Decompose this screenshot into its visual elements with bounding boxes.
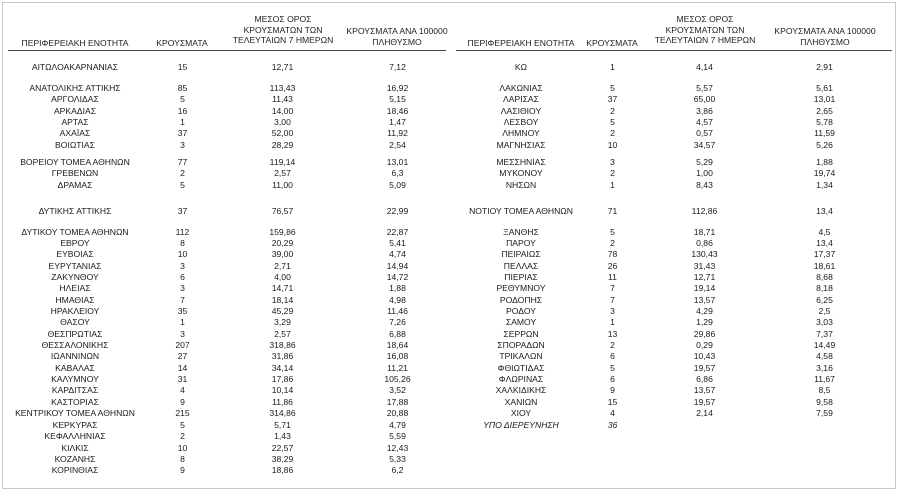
region-name: ΗΛΕΙΑΣ (59, 283, 91, 293)
avg-7day-value: 12,71 (271, 62, 294, 72)
cases-value: 2 (610, 340, 615, 350)
region-name: ΧΑΝΙΩΝ (504, 397, 538, 407)
table-row (0, 329, 900, 340)
cases-value: 207 (175, 340, 190, 350)
region-name: ΦΘΙΩΤΙΔΑΣ (497, 363, 545, 373)
avg-7day-value: 39,00 (271, 249, 294, 259)
avg-7day-value: 8,43 (696, 180, 713, 190)
table-row (0, 351, 900, 362)
region-name: ΠΕΛΛΑΣ (503, 261, 539, 271)
cases-value: 112 (175, 227, 190, 237)
header-rule-right (456, 50, 892, 51)
table-row (0, 340, 900, 351)
per100k-value: 3,03 (816, 317, 833, 327)
avg-7day-value: 14,71 (271, 283, 294, 293)
cases-value: 35 (177, 306, 188, 316)
avg-7day-value: 2,57 (274, 329, 291, 339)
region-name: ΜΕΣΣΗΝΙΑΣ (496, 157, 546, 167)
cases-value: 2 (180, 168, 185, 178)
avg-7day-value: 119,14 (269, 157, 296, 167)
region-name: ΛΑΚΩΝΙΑΣ (499, 83, 543, 93)
per100k-value: 7,59 (816, 408, 833, 418)
per100k-value: 17,37 (813, 249, 836, 259)
avg-7day-value: 19,14 (693, 283, 716, 293)
region-name: ΔΥΤΙΚΟΥ ΤΟΜΕΑ ΑΘΗΝΩΝ (21, 227, 129, 237)
per100k-value: 5,26 (816, 140, 833, 150)
header-avg-left: ΜΕΣΟΣ ΟΡΟΣ ΚΡΟΥΣΜΑΤΩΝ ΤΩΝ ΤΕΛΕΥΤΑΙΩΝ 7 ΗΜΕΡΩΝ (232, 14, 334, 46)
table-row (0, 168, 900, 179)
cases-value: 6 (610, 351, 615, 361)
cases-value: 215 (175, 408, 190, 418)
avg-7day-value: 76,57 (271, 206, 294, 216)
cases-value: 4 (180, 385, 185, 395)
region-name: ΒΟΡΕΙΟΥ ΤΟΜΕΑ ΑΘΗΝΩΝ (20, 157, 130, 167)
per100k-value: 8,68 (816, 272, 833, 282)
cases-value: 2 (610, 238, 615, 248)
per100k-value: 2,65 (816, 106, 833, 116)
per100k-value: 2,54 (389, 140, 406, 150)
avg-7day-value: 34,57 (693, 140, 716, 150)
cases-value: 1 (610, 317, 615, 327)
per100k-value: 11,21 (387, 363, 408, 373)
region-name: ΣΕΡΡΩΝ (503, 329, 539, 339)
region-name: ΒΟΙΩΤΙΑΣ (55, 140, 95, 150)
avg-7day-value: 4,00 (274, 272, 291, 282)
header-per100k-left: ΚΡΟΥΣΜΑΤΑ ΑΝΑ 100000 ΠΛΗΘΥΣΜΟ (346, 26, 448, 47)
header-per100k-right: ΚΡΟΥΣΜΑΤΑ ΑΝΑ 100000 ΠΛΗΘΥΣΜΟ (774, 26, 876, 47)
per100k-value: 22,99 (386, 206, 409, 216)
region-name: ΛΑΣΙΘΙΟΥ (500, 106, 542, 116)
avg-7day-value: 31,86 (271, 351, 294, 361)
avg-7day-value: 11,00 (272, 180, 293, 190)
table-row (0, 306, 900, 317)
region-name: ΝΗΣΩΝ (505, 180, 537, 190)
table-row (0, 295, 900, 306)
cases-value: 26 (607, 261, 618, 271)
avg-7day-value: 2,57 (274, 168, 291, 178)
avg-7day-value: 3,00 (274, 117, 291, 127)
region-name: ΡΟΔΟΥ (506, 306, 536, 316)
region-name: ΛΕΣΒΟΥ (503, 117, 539, 127)
avg-7day-value: 11,43 (272, 94, 293, 104)
per100k-value: 5,59 (389, 431, 406, 441)
region-name: ΕΥΡΥΤΑΝΙΑΣ (48, 261, 102, 271)
avg-7day-value: 112,86 (691, 206, 718, 216)
region-name: ΔΥΤΙΚΗΣ ΑΤΤΙΚΗΣ (38, 206, 112, 216)
per100k-value: 5,61 (816, 83, 833, 93)
cases-value: 7 (610, 283, 615, 293)
region-name: ΚΩ (514, 62, 528, 72)
per100k-value: 20,88 (386, 408, 409, 418)
region-name: ΚΑΛΥΜΝΟΥ (51, 374, 99, 384)
header-avg-right: ΜΕΣΟΣ ΟΡΟΣ ΚΡΟΥΣΜΑΤΩΝ ΤΩΝ ΤΕΛΕΥΤΑΙΩΝ 7 ΗΜΕΡΩΝ (654, 14, 756, 46)
region-name: ΜΑΓΝΗΣΙΑΣ (496, 140, 546, 150)
cases-value: 2 (180, 431, 185, 441)
avg-7day-value: 5,57 (696, 83, 713, 93)
avg-7day-value: 318,86 (269, 340, 296, 350)
region-name: ΚΙΛΚΙΣ (61, 443, 89, 453)
region-name: ΠΕΙΡΑΙΩΣ (501, 249, 541, 259)
avg-7day-value: 3,29 (274, 317, 291, 327)
avg-7day-value: 4,57 (696, 117, 713, 127)
cases-value: 37 (607, 94, 618, 104)
header-rule-left (8, 50, 446, 51)
per100k-value: 16,92 (386, 83, 409, 93)
avg-7day-value: 2,14 (696, 408, 713, 418)
cases-value: 78 (607, 249, 618, 259)
avg-7day-value: 11,86 (272, 397, 293, 407)
cases-value: 15 (177, 62, 188, 72)
per100k-value: 11,92 (387, 128, 408, 138)
avg-7day-value: 19,57 (693, 397, 716, 407)
cases-value: 7 (180, 295, 185, 305)
table-row (0, 397, 900, 408)
per100k-value: 16,08 (386, 351, 409, 361)
per100k-value: 6,88 (389, 329, 406, 339)
table-row (0, 317, 900, 328)
cases-value: 10 (177, 249, 188, 259)
region-name: ΚΕΦΑΛΛΗΝΙΑΣ (44, 431, 106, 441)
region-name: ΑΝΑΤΟΛΙΚΗΣ ΑΤΤΙΚΗΣ (29, 83, 121, 93)
per100k-value: 19,74 (813, 168, 836, 178)
table-row (0, 374, 900, 385)
per100k-value: 8,18 (816, 283, 833, 293)
cases-value: 5 (180, 420, 185, 430)
per100k-value: 12,43 (386, 443, 409, 453)
region-name: ΦΛΩΡΙΝΑΣ (498, 374, 544, 384)
avg-7day-value: 0,86 (696, 238, 713, 248)
per100k-value: 9,58 (816, 397, 833, 407)
table-row (0, 238, 900, 249)
region-name: ΧΑΛΚΙΔΙΚΗΣ (495, 385, 547, 395)
table-row (0, 140, 900, 151)
table-row (0, 283, 900, 294)
region-name: ΚΟΖΑΝΗΣ (54, 454, 96, 464)
avg-7day-value: 14,00 (271, 106, 294, 116)
cases-value: 6 (610, 374, 615, 384)
table-row (0, 363, 900, 374)
per100k-value: 1,47 (389, 117, 406, 127)
per100k-value: 18,61 (813, 261, 836, 271)
avg-7day-value: 1,29 (696, 317, 713, 327)
region-name: ΙΩΑΝΝΙΝΩΝ (50, 351, 100, 361)
region-name: ΕΥΒΟΙΑΣ (56, 249, 94, 259)
region-name: ΕΒΡΟΥ (60, 238, 90, 248)
avg-7day-value: 5,29 (696, 157, 713, 167)
region-name: ΚΟΡΙΝΘΙΑΣ (51, 465, 99, 475)
cases-value: 5 (180, 180, 185, 190)
cases-value: 2 (610, 128, 615, 138)
cases-value: 8 (180, 238, 185, 248)
per100k-value: 3,16 (816, 363, 833, 373)
region-name: ΘΕΣΣΑΛΟΝΙΚΗΣ (41, 340, 109, 350)
per100k-value: 5,33 (389, 454, 406, 464)
table-row (0, 117, 900, 128)
header-region-left: ΠΕΡΙΦΕΡΕΙΑΚΗ ΕΝΟΤΗΤΑ (21, 38, 129, 48)
avg-7day-value: 28,29 (271, 140, 294, 150)
per100k-value: 1,88 (389, 283, 406, 293)
cases-value: 31 (177, 374, 188, 384)
avg-7day-value: 52,00 (271, 128, 294, 138)
per100k-value: 22,87 (386, 227, 409, 237)
table-row (0, 180, 900, 191)
avg-7day-value: 13,57 (693, 385, 716, 395)
cases-value: 5 (610, 227, 615, 237)
cases-value: 9 (180, 397, 185, 407)
avg-7day-value: 4,14 (696, 62, 713, 72)
per100k-value: 105,26 (384, 374, 411, 384)
region-name: ΑΙΤΩΛΟΑΚΑΡΝΑΝΙΑΣ (31, 62, 119, 72)
cases-value: 1 (610, 180, 615, 190)
avg-7day-value: 19,57 (693, 363, 716, 373)
cases-value: 5 (180, 94, 185, 104)
region-name: ΖΑΚΥΝΘΟΥ (51, 272, 99, 282)
per100k-value: 1,34 (816, 180, 833, 190)
avg-7day-value: 0,29 (696, 340, 713, 350)
avg-7day-value: 5,71 (274, 420, 291, 430)
cases-value: 5 (610, 363, 615, 373)
per100k-value: 18,46 (386, 106, 409, 116)
per100k-value: 6,3 (391, 168, 404, 178)
per100k-value: 2,91 (816, 62, 833, 72)
cases-value: 2 (610, 168, 615, 178)
cases-value: 3 (180, 140, 185, 150)
region-name: ΥΠΟ ΔΙΕΡΕΥΝΗΣΗ (483, 420, 559, 430)
per100k-value: 18,64 (386, 340, 409, 350)
per100k-value: 14,72 (386, 272, 409, 282)
region-name: ΗΜΑΘΙΑΣ (55, 295, 95, 305)
region-name: ΑΧΑΪΑΣ (59, 128, 91, 138)
cases-value: 4 (610, 408, 615, 418)
avg-7day-value: 12,71 (693, 272, 716, 282)
region-name: ΤΡΙΚΑΛΩΝ (499, 351, 543, 361)
cases-value: 5 (610, 117, 615, 127)
header-cases-right: ΚΡΟΥΣΜΑΤΑ (586, 38, 638, 48)
cases-value: 85 (177, 83, 188, 93)
region-name: ΣΑΜΟΥ (505, 317, 537, 327)
avg-7day-value: 113,43 (269, 83, 296, 93)
per100k-value: 5,09 (389, 180, 406, 190)
table-row (0, 128, 900, 139)
region-name: ΘΑΣΟΥ (60, 317, 90, 327)
avg-7day-value: 22,57 (271, 443, 294, 453)
table-row (0, 408, 900, 419)
region-name: ΚΕΝΤΡΙΚΟΥ ΤΟΜΕΑ ΑΘΗΝΩΝ (15, 408, 135, 418)
region-name: ΞΑΝΘΗΣ (503, 227, 539, 237)
table-row (0, 272, 900, 283)
region-name: ΝΟΤΙΟΥ ΤΟΜΕΑ ΑΘΗΝΩΝ (469, 206, 573, 216)
cases-value: 37 (177, 206, 188, 216)
cases-value: 11 (608, 272, 617, 282)
avg-7day-value: 13,57 (693, 295, 716, 305)
cases-value: 14 (177, 363, 188, 373)
cases-value: 27 (177, 351, 188, 361)
cases-value: 10 (177, 443, 188, 453)
per100k-value: 6,25 (816, 295, 833, 305)
region-name: ΛΗΜΝΟΥ (502, 128, 540, 138)
per100k-value: 3,52 (389, 385, 406, 395)
avg-7day-value: 20,29 (271, 238, 294, 248)
table-row (0, 83, 900, 94)
table-row (0, 454, 900, 465)
cases-value: 15 (607, 397, 618, 407)
per100k-value: 4,58 (816, 351, 833, 361)
cases-value: 6 (180, 272, 185, 282)
avg-7day-value: 314,86 (269, 408, 296, 418)
avg-7day-value: 18,86 (271, 465, 294, 475)
table-row (0, 420, 900, 431)
table-row (0, 157, 900, 168)
header-region-right: ΠΕΡΙΦΕΡΕΙΑΚΗ ΕΝΟΤΗΤΑ (467, 38, 575, 48)
region-name: ΚΑΒΑΛΑΣ (55, 363, 95, 373)
avg-7day-value: 31,43 (693, 261, 716, 271)
per100k-value: 13,4 (816, 206, 833, 216)
cases-value: 1 (180, 117, 185, 127)
per100k-value: 13,01 (386, 157, 409, 167)
per100k-value: 2,5 (818, 306, 831, 316)
avg-7day-value: 130,43 (691, 249, 718, 259)
cases-value: 7 (610, 295, 615, 305)
per100k-value: 4,98 (389, 295, 406, 305)
table-row (0, 62, 900, 73)
region-name: ΜΥΚΟΝΟΥ (499, 168, 543, 178)
avg-7day-value: 2,71 (274, 261, 291, 271)
avg-7day-value: 29,86 (693, 329, 716, 339)
avg-7day-value: 65,00 (693, 94, 716, 104)
region-name: ΧΙΟΥ (510, 408, 532, 418)
avg-7day-value: 18,71 (693, 227, 716, 237)
per100k-value: 7,12 (389, 62, 406, 72)
cases-value: 1 (610, 62, 615, 72)
avg-7day-value: 45,29 (271, 306, 294, 316)
table-row (0, 443, 900, 454)
table-row (0, 106, 900, 117)
region-name: ΛΑΡΙΣΑΣ (503, 94, 539, 104)
per100k-value: 7,26 (389, 317, 406, 327)
cases-value: 5 (610, 83, 615, 93)
per100k-value: 5,41 (389, 238, 406, 248)
cases-value: 3 (180, 329, 185, 339)
per100k-value: 4,74 (389, 249, 406, 259)
cases-value: 71 (607, 206, 618, 216)
avg-7day-value: 4,29 (696, 306, 713, 316)
avg-7day-value: 6,86 (696, 374, 713, 384)
region-name: ΚΑΣΤΟΡΙΑΣ (51, 397, 99, 407)
cases-value: 3 (610, 157, 615, 167)
avg-7day-value: 3,86 (696, 106, 713, 116)
region-name: ΚΕΡΚΥΡΑΣ (52, 420, 98, 430)
region-name: ΗΡΑΚΛΕΙΟΥ (50, 306, 100, 316)
region-name: ΣΠΟΡΑΔΩΝ (497, 340, 545, 350)
per100k-value: 5,15 (389, 94, 406, 104)
table-row (0, 206, 900, 217)
cases-value: 10 (607, 140, 618, 150)
per100k-value: 17,88 (386, 397, 409, 407)
region-name: ΑΡΚΑΔΙΑΣ (53, 106, 97, 116)
cases-value: 3 (180, 283, 185, 293)
per100k-value: 1,88 (816, 157, 833, 167)
cases-value: 9 (610, 385, 615, 395)
region-name: ΓΡΕΒΕΝΩΝ (51, 168, 99, 178)
region-name: ΑΡΓΟΛΙΔΑΣ (51, 94, 99, 104)
avg-7day-value: 18,14 (271, 295, 294, 305)
cases-value: 2 (610, 106, 615, 116)
avg-7day-value: 34,14 (271, 363, 294, 373)
avg-7day-value: 1,43 (274, 431, 291, 441)
cases-value: 13 (607, 329, 618, 339)
per100k-value: 7,37 (816, 329, 833, 339)
region-name: ΔΡΑΜΑΣ (57, 180, 93, 190)
per100k-value: 13,01 (813, 94, 836, 104)
table-row (0, 261, 900, 272)
cases-value: 77 (177, 157, 188, 167)
cases-value: 9 (180, 465, 185, 475)
region-name: ΚΑΡΔΙΤΣΑΣ (51, 385, 99, 395)
per100k-value: 11,59 (814, 128, 835, 138)
per100k-value: 13,4 (816, 238, 833, 248)
cases-value: 37 (177, 128, 188, 138)
table-row (0, 227, 900, 238)
table-row (0, 465, 900, 476)
region-name: ΠΙΕΡΙΑΣ (504, 272, 538, 282)
per100k-value: 11,46 (387, 306, 408, 316)
region-name: ΡΟΔΟΠΗΣ (499, 295, 543, 305)
avg-7day-value: 17,86 (271, 374, 294, 384)
avg-7day-value: 10,43 (693, 351, 716, 361)
avg-7day-value: 38,29 (271, 454, 294, 464)
region-name: ΠΑΡΟΥ (506, 238, 536, 248)
cases-value: 36 (607, 420, 618, 430)
cases-value: 1 (180, 317, 185, 327)
table-row (0, 431, 900, 442)
region-name: ΡΕΘΥΜΝΟΥ (496, 283, 546, 293)
per100k-value: 6,2 (391, 465, 404, 475)
region-name: ΑΡΤΑΣ (61, 117, 89, 127)
region-name: ΘΕΣΠΡΩΤΙΑΣ (47, 329, 103, 339)
cases-value: 16 (177, 106, 188, 116)
per100k-value: 11,67 (814, 374, 835, 384)
cases-value: 3 (610, 306, 615, 316)
avg-7day-value: 159,86 (269, 227, 296, 237)
per100k-value: 4,79 (389, 420, 406, 430)
cases-value: 8 (180, 454, 185, 464)
avg-7day-value: 10,14 (271, 385, 294, 395)
cases-value: 3 (180, 261, 185, 271)
table-row (0, 94, 900, 105)
per100k-value: 14,94 (386, 261, 409, 271)
per100k-value: 14,49 (813, 340, 836, 350)
per100k-value: 5,78 (816, 117, 833, 127)
avg-7day-value: 1,00 (696, 168, 713, 178)
per100k-value: 8,5 (818, 385, 831, 395)
table-row (0, 385, 900, 396)
table-row (0, 249, 900, 260)
header-cases-left: ΚΡΟΥΣΜΑΤΑ (156, 38, 208, 48)
avg-7day-value: 0,57 (696, 128, 713, 138)
per100k-value: 4,5 (818, 227, 831, 237)
